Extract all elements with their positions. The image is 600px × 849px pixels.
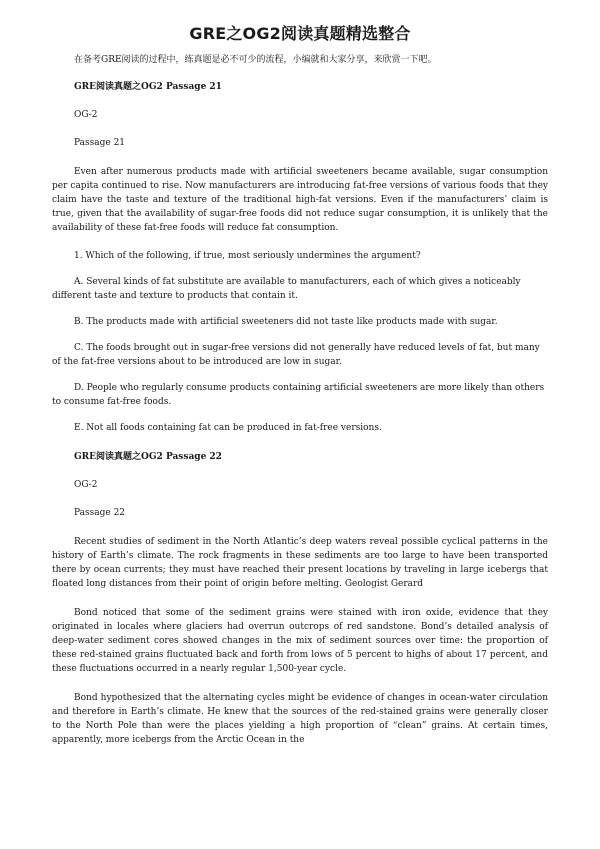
document-title: GRE之OG2阅读真题精选整合 [189, 24, 411, 43]
answer-option-c: C. The foods brought out in sugar-free versions did not generally have reduced levels of fat, but many of the fat-free versions about to be introduced are low in sugar. [52, 343, 540, 367]
passage-21-source: OG-2 [74, 110, 98, 120]
passage-22-paragraph-1: Recent studies of sediment in the North Atlantic’s deep waters reveal possible cyclical patterns in the history of Earth’s climate. The rock fragments in these sediments are too large to have been transported there by ocean currents; they must have reached their present locations by traveling in large icebergs that floated long distances from their point of origin before melting. Geologist Gerard [52, 537, 548, 589]
passage-21-question: 1. Which of the following, if true, most seriously undermines the argument? [74, 251, 421, 261]
passage-22-source: OG-2 [74, 480, 98, 490]
passage-22-label: Passage 22 [74, 508, 126, 518]
passage-22-paragraph-2: Bond noticed that some of the sediment grains were stained with iron oxide, evidence that they originated in locales where glaciers had overrun outcrops of red sandstone. Bond’s detailed analysis of deep-water sediment cores showed changes in the mix of sediment sources over time: the proportion of these red-stained grains fluctuated back and forth from lows of 5 percent to highs of about 17 percent, and these fluctuations occurred in a nearly regular 1,500-year cycle. [52, 608, 548, 674]
passage-22-paragraph-3: Bond hypothesized that the alternating cycles might be evidence of changes in ocean-water circulation and therefore in Earth’s climate. He knew that the sources of the red-stained grains were generally closer to the North Pole than were the places yielding a high proportion of “clean” grains. At certain times, apparently, more icebergs from the Arctic Ocean in the [52, 693, 548, 745]
passage-21-paragraph: Even after numerous products made with artificial sweeteners became available, sugar consumption per capita continued to rise. Now manufacturers are introducing fat-free versions of various foods that they claim have the taste and texture of the traditional high-fat versions. Even if the manufacturers’ claim is true, given that the availability of sugar-free foods did not reduce sugar consumption, it is unlikely that the availability of these fat-free foods will reduce fat consumption. [52, 167, 548, 233]
answer-option-a: A. Several kinds of fat substitute are available to manufacturers, each of which gives a noticeably different taste and texture to products that contain it. [52, 277, 521, 301]
answer-option-e: E. Not all foods containing fat can be produced in fat-free versions. [74, 423, 382, 433]
passage-21-heading: GRE阅读真题之OG2 Passage 21 [74, 82, 222, 92]
passage-22-heading: GRE阅读真题之OG2 Passage 22 [74, 452, 222, 462]
answer-option-d: D. People who regularly consume products containing artificial sweeteners are more likely than others to consume fat-free foods. [52, 383, 545, 407]
intro-text: 在备考GRE阅读的过程中，练真题是必不可少的流程，小编就和大家分享，来欣赏一下吧。 [74, 55, 437, 65]
answer-option-b: B. The products made with artificial sweeteners did not taste like products made with sugar. [74, 317, 498, 327]
passage-21-label: Passage 21 [74, 138, 126, 148]
